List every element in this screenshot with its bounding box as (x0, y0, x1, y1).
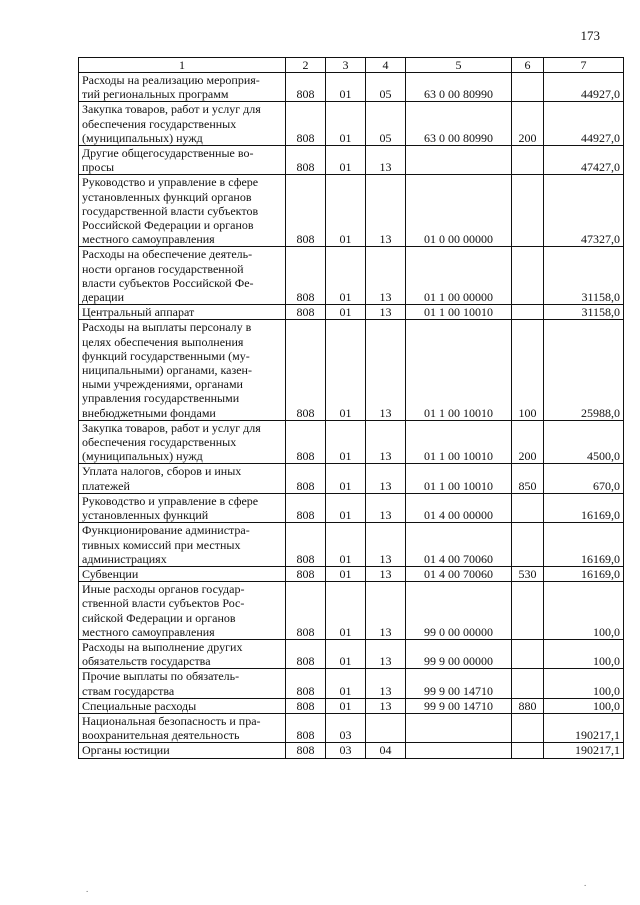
amount-cell: 16169,0 (544, 493, 624, 522)
budget-code-cell: 808 (286, 698, 326, 713)
amount-cell: 190217,1 (544, 713, 624, 742)
expense-name-line: установленных функций (82, 508, 209, 523)
budget-code-cell: 808 (286, 582, 326, 640)
section-cell: 01 (326, 669, 366, 698)
section-cell: 01 (326, 464, 366, 493)
expense-name-line: функций государственными (му- (82, 348, 250, 363)
section-cell: 03 (326, 743, 366, 758)
column-header: 1 (79, 58, 286, 73)
expense-type-cell: 200 (512, 420, 544, 464)
amount-cell: 44927,0 (544, 102, 624, 146)
table-row (79, 713, 624, 742)
expense-name-line: государственной власти субъектов (82, 203, 259, 218)
column-header: 2 (286, 58, 326, 73)
subsection-cell: 13 (366, 639, 406, 668)
column-header: 4 (366, 58, 406, 73)
expense-type-cell (512, 669, 544, 698)
table-row (79, 146, 624, 175)
amount-cell: 25988,0 (544, 320, 624, 420)
expense-name-line: Иные расходы органов государ- (82, 582, 245, 597)
budget-code-cell: 808 (286, 639, 326, 668)
subsection-cell (366, 713, 406, 742)
expense-type-cell (512, 639, 544, 668)
expense-name-line: Расходы на реализацию мероприя- (82, 73, 260, 87)
expense-name-line: власти субъектов Российской Фе- (82, 275, 254, 290)
expense-name-line: (муниципальных) нужд (82, 130, 203, 145)
expense-name-cell (79, 493, 286, 522)
column-header: 7 (544, 58, 624, 73)
expense-name-line: обеспечения государственных (82, 435, 237, 450)
expense-name-line: платежей (82, 478, 130, 493)
subsection-cell: 13 (366, 247, 406, 305)
subsection-cell: 05 (366, 73, 406, 102)
program-code-cell: 99 0 00 00000 (406, 582, 512, 640)
expense-name-cell (79, 420, 286, 464)
expense-type-cell (512, 493, 544, 522)
amount-cell: 16169,0 (544, 566, 624, 581)
table-row (79, 582, 624, 640)
budget-code-cell: 808 (286, 73, 326, 102)
expense-name-cell (79, 582, 286, 640)
subsection-cell: 13 (366, 566, 406, 581)
subsection-cell: 13 (366, 464, 406, 493)
expense-name-line: Расходы на выполнение других (82, 639, 243, 654)
table-row (79, 73, 624, 102)
subsection-cell: 13 (366, 669, 406, 698)
table-row (79, 305, 624, 320)
expense-type-cell: 200 (512, 102, 544, 146)
amount-cell: 100,0 (544, 639, 624, 668)
budget-code-cell: 808 (286, 420, 326, 464)
expense-name-line: Расходы на обеспечение деятель- (82, 247, 253, 262)
subsection-cell: 13 (366, 698, 406, 713)
budget-code-cell: 808 (286, 669, 326, 698)
expense-name-line: (муниципальных) нужд (82, 449, 203, 464)
subsection-cell: 13 (366, 320, 406, 420)
program-code-cell: 01 0 00 00000 (406, 175, 512, 247)
program-code-cell: 63 0 00 80990 (406, 102, 512, 146)
budget-code-cell: 808 (286, 464, 326, 493)
page-number: 173 (580, 28, 600, 43)
section-cell: 01 (326, 639, 366, 668)
budget-table (78, 57, 624, 759)
table-row (79, 566, 624, 581)
expense-name-cell (79, 305, 286, 320)
expense-name-cell (79, 639, 286, 668)
expense-name-cell (79, 698, 286, 713)
expense-type-cell (512, 73, 544, 102)
subsection-cell: 13 (366, 420, 406, 464)
expense-name-line: Субвенции (82, 566, 139, 581)
expense-name-line: просы (82, 160, 115, 175)
amount-cell: 670,0 (544, 464, 624, 493)
amount-cell: 100,0 (544, 582, 624, 640)
expense-name-line: ности органов государственной (82, 261, 244, 276)
expense-name-line: местного самоуправления (82, 624, 215, 639)
budget-code-cell: 808 (286, 743, 326, 758)
table-row (79, 669, 624, 698)
expense-name-cell (79, 247, 286, 305)
expense-name-line: обеспечения государственных (82, 116, 237, 131)
amount-cell: 31158,0 (544, 305, 624, 320)
expense-name-line: Национальная безопасность и пра- (82, 713, 261, 728)
expense-name-line: Руководство и управление в сфере (82, 493, 259, 508)
expense-name-line: Другие общегосударственные во- (82, 146, 254, 161)
expense-type-cell: 100 (512, 320, 544, 420)
expense-name-cell (79, 146, 286, 175)
subsection-cell: 13 (366, 582, 406, 640)
table-row (79, 639, 624, 668)
program-code-cell (406, 743, 512, 758)
table-row (79, 420, 624, 464)
expense-name-cell (79, 713, 286, 742)
subsection-cell: 13 (366, 493, 406, 522)
expense-name-line: тивных комиссий при местных (82, 537, 241, 552)
subsection-cell: 13 (366, 175, 406, 247)
table-header-row (79, 58, 624, 73)
amount-cell: 31158,0 (544, 247, 624, 305)
program-code-cell: 01 1 00 10010 (406, 464, 512, 493)
amount-cell: 16169,0 (544, 523, 624, 567)
expense-name-line: воохранительная деятельность (82, 728, 240, 743)
expense-type-cell (512, 582, 544, 640)
section-cell: 01 (326, 320, 366, 420)
expense-name-line: установленных функций органов (82, 189, 252, 204)
table-row (79, 247, 624, 305)
section-cell: 01 (326, 420, 366, 464)
expense-name-line: Органы юстиции (82, 743, 170, 758)
expense-type-cell (512, 743, 544, 758)
expense-type-cell (512, 523, 544, 567)
section-cell: 01 (326, 523, 366, 567)
section-cell: 01 (326, 698, 366, 713)
subsection-cell: 05 (366, 102, 406, 146)
section-cell: 03 (326, 713, 366, 742)
expense-name-cell (79, 320, 286, 420)
program-code-cell (406, 713, 512, 742)
section-cell: 01 (326, 582, 366, 640)
table-row (79, 102, 624, 146)
program-code-cell: 99 9 00 14710 (406, 669, 512, 698)
program-code-cell: 63 0 00 80990 (406, 73, 512, 102)
column-header: 6 (512, 58, 544, 73)
column-header: 3 (326, 58, 366, 73)
expense-name-cell (79, 566, 286, 581)
section-cell: 01 (326, 146, 366, 175)
program-code-cell: 01 1 00 00000 (406, 247, 512, 305)
amount-cell: 100,0 (544, 698, 624, 713)
expense-name-line: местного самоуправления (82, 232, 215, 247)
expense-name-line: Прочие выплаты по обязатель- (82, 669, 240, 684)
budget-code-cell: 808 (286, 146, 326, 175)
expense-name-cell (79, 102, 286, 146)
table-row (79, 320, 624, 420)
amount-cell: 190217,1 (544, 743, 624, 758)
expense-name-cell (79, 175, 286, 247)
expense-type-cell: 530 (512, 566, 544, 581)
budget-code-cell: 808 (286, 247, 326, 305)
table-body (79, 73, 624, 759)
program-code-cell: 01 4 00 70060 (406, 566, 512, 581)
expense-type-cell (512, 175, 544, 247)
section-cell: 01 (326, 493, 366, 522)
subsection-cell: 13 (366, 305, 406, 320)
section-cell: 01 (326, 247, 366, 305)
budget-code-cell: 808 (286, 320, 326, 420)
program-code-cell: 99 9 00 14710 (406, 698, 512, 713)
section-cell: 01 (326, 102, 366, 146)
table-row (79, 698, 624, 713)
expense-name-line: администрациях (82, 551, 167, 566)
expense-name-line: Закупка товаров, работ и услуг для (82, 102, 261, 117)
budget-code-cell: 808 (286, 493, 326, 522)
scan-speck: . (584, 878, 587, 888)
amount-cell: 47327,0 (544, 175, 624, 247)
section-cell: 01 (326, 305, 366, 320)
program-code-cell: 01 4 00 00000 (406, 493, 512, 522)
expense-name-line: внебюджетными фондами (82, 405, 216, 420)
column-header: 5 (406, 58, 512, 73)
expense-name-cell (79, 523, 286, 567)
program-code-cell: 99 9 00 00000 (406, 639, 512, 668)
budget-code-cell: 808 (286, 713, 326, 742)
amount-cell: 44927,0 (544, 73, 624, 102)
expense-name-cell (79, 464, 286, 493)
expense-type-cell (512, 146, 544, 175)
expense-name-line: сийской Федерации и органов (82, 610, 236, 625)
section-cell: 01 (326, 566, 366, 581)
expense-name-line: управления государственными (82, 391, 240, 406)
expense-name-line: ными учреждениями, органами (82, 377, 243, 392)
table-row (79, 493, 624, 522)
amount-cell: 100,0 (544, 669, 624, 698)
budget-code-cell: 808 (286, 305, 326, 320)
amount-cell: 47427,0 (544, 146, 624, 175)
budget-code-cell: 808 (286, 102, 326, 146)
budget-code-cell: 808 (286, 566, 326, 581)
expense-name-cell (79, 743, 286, 758)
table-row (79, 743, 624, 758)
program-code-cell: 01 4 00 70060 (406, 523, 512, 567)
expense-type-cell (512, 713, 544, 742)
program-code-cell (406, 146, 512, 175)
budget-code-cell: 808 (286, 175, 326, 247)
expense-name-line: ственной власти субъектов Рос- (82, 596, 245, 611)
expense-type-cell (512, 305, 544, 320)
section-cell: 01 (326, 73, 366, 102)
expense-name-cell (79, 669, 286, 698)
program-code-cell: 01 1 00 10010 (406, 420, 512, 464)
expense-name-line: Руководство и управление в сфере (82, 175, 259, 190)
expense-name-line: Специальные расходы (82, 698, 197, 713)
subsection-cell: 13 (366, 146, 406, 175)
budget-code-cell: 808 (286, 523, 326, 567)
expense-type-cell (512, 247, 544, 305)
expense-name-line: целях обеспечения выполнения (82, 334, 244, 349)
expense-name-line: Российской Федерации и органов (82, 218, 254, 233)
table-row (79, 175, 624, 247)
expense-name-line: Уплата налогов, сборов и иных (82, 464, 242, 479)
expense-name-line: дерации (82, 290, 125, 305)
expense-name-line: ствам государства (82, 683, 175, 698)
expense-name-line: Функционирование администра- (82, 523, 250, 538)
expense-name-line: ниципальными) органами, казен- (82, 363, 252, 378)
expense-name-line: Центральный аппарат (82, 305, 195, 320)
expense-name-cell (79, 73, 286, 102)
subsection-cell: 13 (366, 523, 406, 567)
program-code-cell: 01 1 00 10010 (406, 320, 512, 420)
expense-type-cell: 850 (512, 464, 544, 493)
amount-cell: 4500,0 (544, 420, 624, 464)
table-row (79, 523, 624, 567)
expense-name-line: Закупка товаров, работ и услуг для (82, 420, 261, 435)
section-cell: 01 (326, 175, 366, 247)
expense-name-line: обязательств государства (82, 654, 211, 669)
program-code-cell: 01 1 00 10010 (406, 305, 512, 320)
expense-name-line: Расходы на выплаты персоналу в (82, 320, 252, 335)
scan-speck: . (86, 884, 89, 894)
expense-type-cell: 880 (512, 698, 544, 713)
table-row (79, 464, 624, 493)
expense-name-line: тий региональных программ (82, 87, 229, 102)
subsection-cell: 04 (366, 743, 406, 758)
